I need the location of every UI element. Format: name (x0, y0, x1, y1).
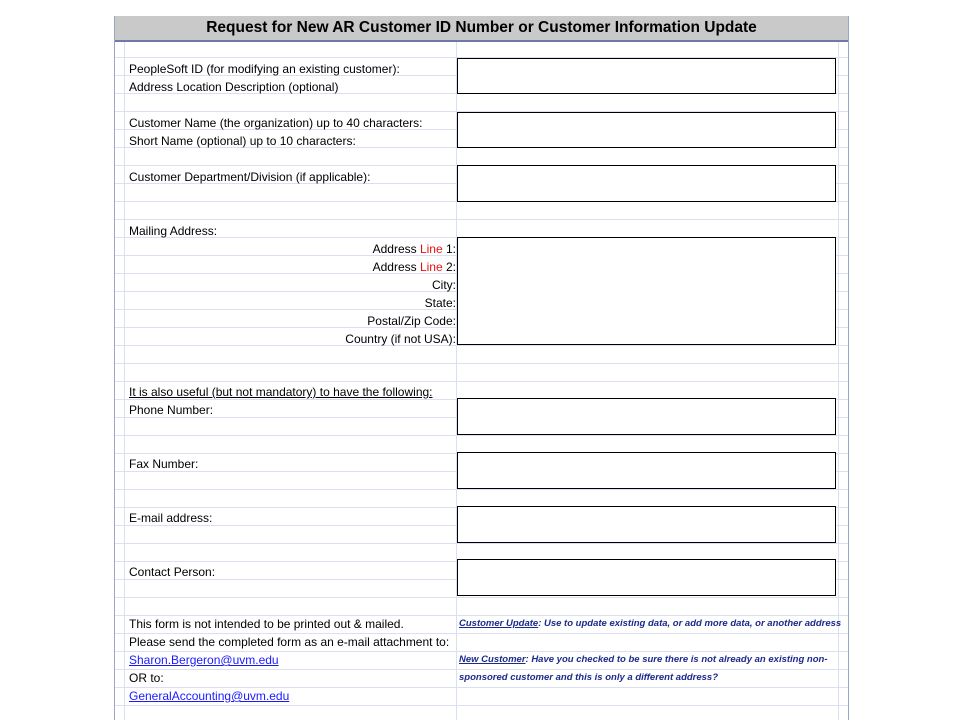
peoplesoft-id-input[interactable] (457, 58, 836, 94)
phone-label: Phone Number: (129, 403, 214, 417)
contact-label: Contact Person: (129, 565, 216, 579)
email-input[interactable] (457, 506, 836, 543)
new-customer-note: New Customer: Have you checked to be sure there is not already an existing non- (459, 654, 828, 665)
short-name-label: Short Name (optional) up to 10 characters: (129, 134, 356, 148)
footer-notice: This form is not intended to be printed out & mailed. (129, 617, 404, 631)
address-location-label: Address Location Description (optional) (129, 80, 339, 94)
department-input[interactable] (457, 165, 836, 202)
address-line1-label: Address Line 1: (372, 242, 456, 256)
or-to-label: OR to: (129, 671, 164, 685)
country-label: Country (if not USA): (345, 332, 456, 346)
postal-code-label: Postal/Zip Code: (367, 314, 456, 328)
department-label: Customer Department/Division (if applicable): (129, 170, 371, 184)
form-title: Request for New AR Customer ID Number or Customer Information Update (115, 16, 848, 42)
fax-input[interactable] (457, 452, 836, 489)
email-link-general-accounting[interactable]: GeneralAccounting@uvm.edu (129, 689, 290, 703)
optional-heading: It is also useful (but not mandatory) to have the following: (129, 385, 433, 399)
city-label: City: (432, 278, 456, 292)
phone-input[interactable] (457, 398, 836, 435)
state-label: State: (424, 296, 456, 310)
new-customer-note-continued: sponsored customer and this is only a different address? (459, 672, 719, 683)
address-line2-label: Address Line 2: (372, 260, 456, 274)
customer-update-note: Customer Update: Use to update existing data, or add more data, or another address (459, 618, 842, 629)
mailing-address-input[interactable] (457, 237, 836, 345)
peoplesoft-id-label: PeopleSoft ID (for modifying an existing customer): (129, 62, 400, 76)
email-link-sharon[interactable]: Sharon.Bergeron@uvm.edu (129, 653, 279, 667)
email-label: E-mail address: (129, 511, 213, 525)
fax-label: Fax Number: (129, 457, 199, 471)
customer-name-label: Customer Name (the organization) up to 40 characters: (129, 116, 423, 130)
customer-name-input[interactable] (457, 112, 836, 148)
footer-instructions: Please send the completed form as an e-mail attachment to: (129, 635, 450, 649)
mailing-address-label: Mailing Address: (129, 224, 218, 238)
contact-input[interactable] (457, 559, 836, 596)
spreadsheet-form (114, 16, 849, 720)
